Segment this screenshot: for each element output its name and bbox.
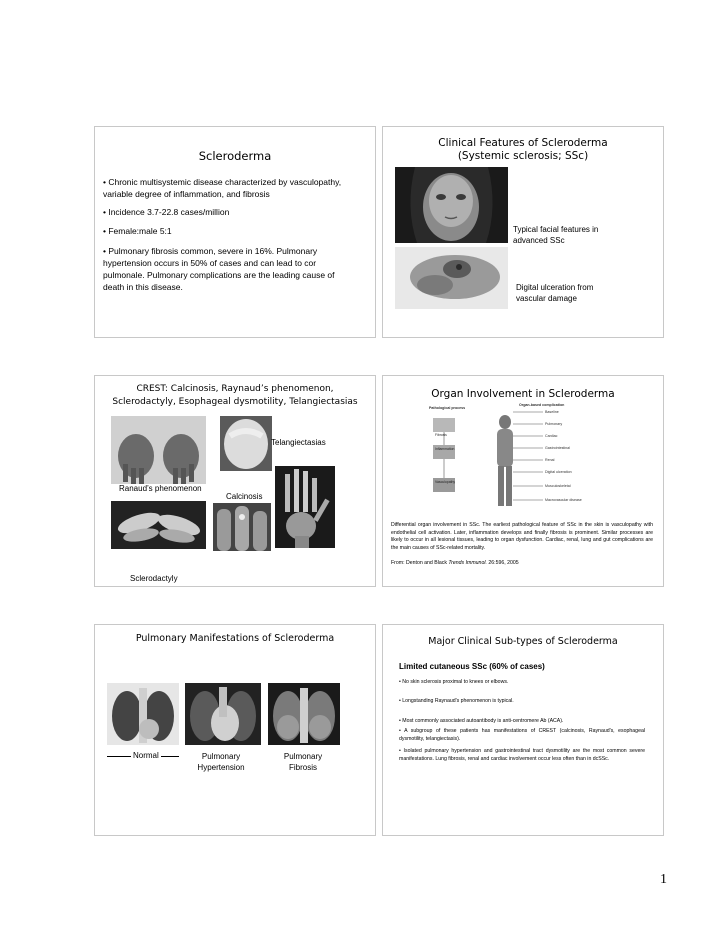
diagram-left-item: Inflammation bbox=[435, 447, 455, 451]
slide-title-line1: Clinical Features of Scleroderma bbox=[438, 137, 608, 149]
label-calcinosis: Calcinosis bbox=[226, 492, 263, 501]
citation-journal: Trends Immunol. bbox=[448, 560, 487, 566]
organ-involvement-diagram bbox=[427, 402, 597, 518]
label-pulmonary-fibrosis: Pulmonary Fibrosis bbox=[283, 752, 323, 772]
digital-ulceration-caption: Digital ulceration from vascular damage bbox=[516, 283, 594, 303]
raynauds-hands-photo bbox=[111, 416, 206, 484]
label-sclerodactyly: Sclerodactyly bbox=[130, 574, 178, 583]
subtype-bullet: • No skin sclerosis proximal to knees or elbows. bbox=[399, 679, 509, 685]
bullet-sex-ratio: • Female:male 5:1 bbox=[103, 226, 172, 236]
label-telangiectasias: Telangiectasias bbox=[271, 438, 326, 447]
label-pulmonary-hypertension: Pulmonary Hypertension bbox=[197, 752, 245, 772]
subtype-heading: Limited cutaneous SSc (60% of cases) bbox=[399, 662, 545, 671]
diagram-right-header: Organ-based complication bbox=[519, 403, 565, 407]
slide-clinical-features bbox=[382, 126, 664, 338]
organ-involvement-description: Differential organ involvement in SSc. The earliest pathological feature of SSc in the skin is vasculopathy with endothelial cell activation. Later, inflammation develops and finally fibrosis is prominent. Similar processes are likely to occur in all lesional tissues, leading to organ dysfunction. Cardiac, renal, lung and gut complications are the main causes of SSc-related mortality. bbox=[391, 522, 653, 551]
slide-clinical-subtypes bbox=[382, 624, 664, 836]
diagram-right-item: Cardiac bbox=[545, 434, 558, 438]
slide-scleroderma bbox=[94, 126, 376, 338]
calcinosis-fingers-photo bbox=[213, 503, 271, 551]
diagram-right-item: Digital ulceration bbox=[545, 470, 572, 474]
organ-involvement-citation bbox=[391, 560, 653, 568]
subtype-bullet: • Isolated pulmonary hypertension and gastrointestinal tract dysmotility are the most common severe manifestations. Lung fibrosis, renal and cardiac involvement occur less often than in dcSSc. bbox=[399, 748, 645, 762]
digital-ulceration-photo bbox=[395, 247, 508, 309]
bullet-pulmonary: • Pulmonary fibrosis common, severe in 16%. Pulmonary hypertension occurs in 50% of cases and can lead to cor pulmonale. Pulmonary complications are the leading cause of death in this disease. bbox=[103, 246, 335, 292]
slide-title-line1: CREST: Calcinosis, Raynaud’s phenomenon, bbox=[136, 384, 334, 394]
diagram-left-item: Vasculopathy bbox=[435, 480, 456, 484]
diagram-right-item: Pulmonary bbox=[545, 422, 563, 426]
slide-title: Organ Involvement in Scleroderma bbox=[431, 388, 615, 400]
slide-title-line2: (Systemic sclerosis; SSc) bbox=[457, 150, 589, 162]
slide-organ-involvement bbox=[382, 375, 664, 587]
xray-hand-photo bbox=[275, 466, 335, 548]
citation-suffix: 26:596, 2005 bbox=[486, 560, 519, 566]
diagram-left-item: Fibrosis bbox=[435, 433, 447, 437]
bullet-incidence: • Incidence 3.7-22.8 cases/million bbox=[103, 207, 230, 217]
label-normal: Normal bbox=[133, 751, 159, 760]
diagram-right-item: Renal bbox=[545, 458, 555, 462]
telangiectasias-photo bbox=[220, 416, 272, 471]
bullet-definition: • Chronic multisystemic disease characterized by vasculopathy, variable degree of inflammation, and fibrosis bbox=[103, 177, 342, 199]
subtype-bullet: • Longstanding Raynaud's phenomenon is typical. bbox=[399, 698, 514, 704]
slide-title-line2: Sclerodactyly, Esophageal dysmotility, Telangiectasias bbox=[112, 397, 358, 407]
subtype-bullet: • A subgroup of these patients has manifestations of CREST (calcinosis, Raynaud's, esophageal dysmotility, telangiectasis). bbox=[399, 728, 645, 742]
label-raynauds: Ranaud’s phenomenon bbox=[119, 484, 202, 493]
sclerodactyly-photo bbox=[111, 501, 206, 549]
pulmonary-fibrosis-xray bbox=[268, 683, 340, 745]
diagram-left-header: Pathological process bbox=[429, 406, 466, 410]
slide-title: Major Clinical Sub-types of Scleroderma bbox=[428, 636, 618, 647]
diagram-right-item: Musculoskeletal bbox=[545, 484, 571, 488]
slide-pulmonary-manifestations bbox=[94, 624, 376, 836]
subtype-bullet: • Most commonly associated autoantibody is anti-centromere Ab (ACA). bbox=[399, 718, 564, 724]
facial-features-photo bbox=[395, 167, 508, 243]
pulmonary-hypertension-xray bbox=[185, 683, 261, 745]
diagram-right-item: Gastrointestinal bbox=[545, 446, 570, 450]
slide-title: Pulmonary Manifestations of Scleroderma bbox=[135, 633, 335, 644]
diagram-right-item: Macrovascular disease bbox=[545, 498, 582, 502]
page-number: 1 bbox=[660, 872, 667, 887]
slide-crest bbox=[94, 375, 376, 587]
citation-prefix: From: Denton and Black bbox=[391, 560, 449, 566]
slide-title: Scleroderma bbox=[198, 149, 272, 163]
normal-xray bbox=[107, 683, 179, 745]
facial-features-caption: Typical facial features in advanced SSc bbox=[513, 225, 599, 245]
diagram-right-item: Baseline bbox=[545, 410, 559, 414]
